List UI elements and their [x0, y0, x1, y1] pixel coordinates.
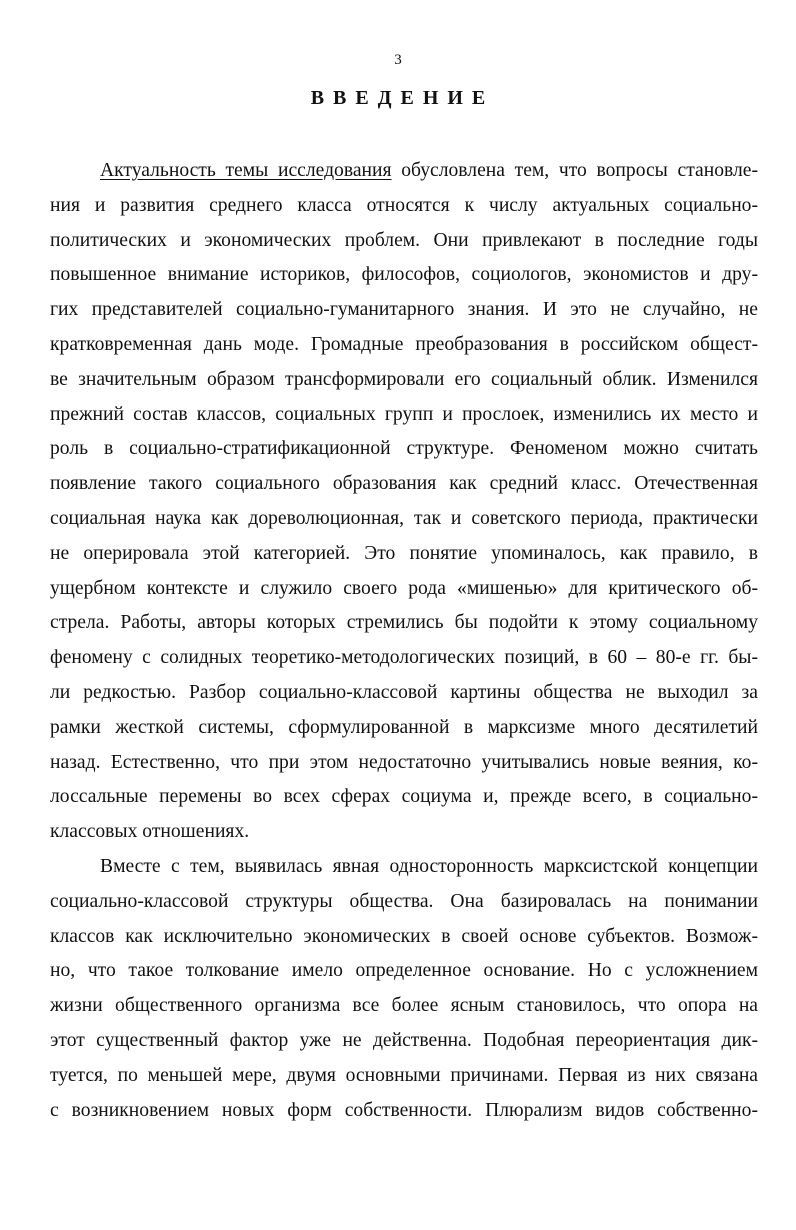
paragraph-line: феномену с солидных теоретико-методологических позиций, в 60 – 80-е гг. бы- [50, 647, 758, 669]
paragraph-line: социально-классовой структуры общества. Она базировалась на понимании [50, 890, 758, 912]
paragraph-line: Вместе с тем, выявилась явная односторонность марксистской концепции [100, 855, 758, 877]
paragraph-line: с возникновением новых форм собственности. Плюрализм видов собственно- [50, 1099, 758, 1121]
paragraph-line: ве значительным образом трансформировали его социальный облик. Изменился [50, 368, 758, 390]
underlined-lead-phrase: Актуальность темы исследования [100, 160, 392, 181]
paragraph-line: повышенное внимание историков, философов, социологов, экономистов и дру- [50, 264, 758, 286]
paragraph-line: классовых отношениях. [50, 821, 250, 843]
paragraph-line [50, 154, 758, 189]
paragraph-line: этот существенный фактор уже не действенна. Подобная переориентация дик- [50, 1029, 758, 1051]
paragraph-line: ущербном контексте и служило своего рода «мишенью» для критического об- [50, 577, 758, 599]
paragraph-line: прежний состав классов, социальных групп и прослоек, изменились их место и [50, 403, 758, 425]
paragraph-line: появление такого социального образования как средний класс. Отечественная [50, 473, 758, 495]
paragraph-line: назад. Естественно, что при этом недостаточно учитывались новые веяния, ко- [50, 751, 758, 773]
paragraph-line: туется, по меньшей мере, двумя основными причинами. Первая из них связана [50, 1064, 758, 1086]
paragraph-line: жизни общественного организма все более ясным становилось, что опора на [50, 995, 758, 1017]
page-title: ВВЕДЕНИЕ [310, 87, 495, 109]
paragraph-line: рамки жесткой системы, сформулированной в марксизме много десятилетий [50, 716, 758, 738]
paragraph-line: стрела. Работы, авторы которых стремились бы подойти к этому социальному [50, 612, 758, 634]
paragraph-line: ли редкостью. Разбор социально-классовой картины общества не выходил за [50, 681, 758, 703]
paragraph-line: но, что такое толкование имело определенное основание. Но с усложнением [50, 960, 758, 982]
paragraph-line: кратковременная дань моде. Громадные преобразования в российском общест- [50, 333, 758, 355]
lead-rest-text: обусловлена тем, что вопросы становле- [391, 160, 758, 181]
paragraph-line: не оперировала этой категорией. Это понятие упоминалось, как правило, в [50, 542, 758, 564]
paragraph-line: классов как исключительно экономических в своей основе субъектов. Возмож- [50, 925, 758, 947]
paragraph-line: роль в социально-стратификационной структуре. Феноменом можно считать [50, 438, 758, 460]
paragraph-line: политических и экономических проблем. Они привлекают в последние годы [50, 229, 758, 251]
paragraph-line: гих представителей социально-гуманитарного знания. И это не случайно, не [50, 299, 758, 321]
document-body [50, 154, 758, 1128]
page-number: 3 [394, 52, 402, 68]
paragraph-line: лоссальные перемены во всех сферах социума и, прежде всего, в социально- [50, 786, 758, 808]
paragraph-line: ния и развития среднего класса относятся к числу актуальных социально- [50, 194, 758, 216]
paragraph-line: социальная наука как дореволюционная, так и советского периода, практически [50, 507, 758, 529]
